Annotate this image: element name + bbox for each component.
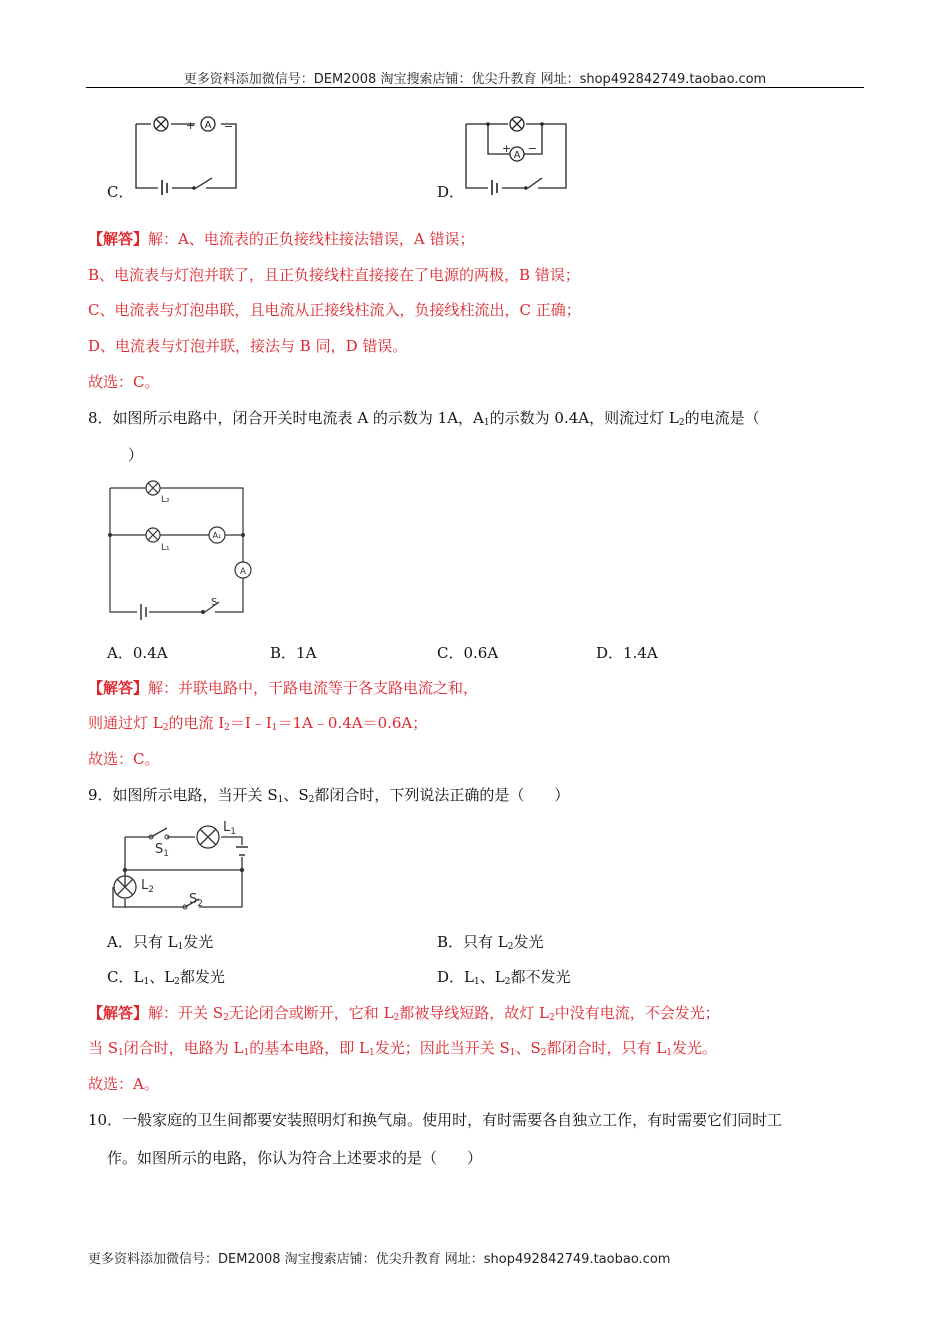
q8-option-d: D．1.4A: [596, 644, 658, 662]
svg-text:S2: $S_2$: [189, 892, 203, 909]
q9-answer-line-2: 当 $S_1$闭合时，电路为 $L_1$的基本电路，即 $L_1$发光；因此当开关 $S_1$、$S_2$都闭合时，只有 $L_1$发光。: [88, 1039, 717, 1058]
q9-circuit: [105, 815, 255, 915]
q8-fig-label-l1: L₁: [161, 543, 170, 553]
svg-text:A: A: [204, 120, 212, 131]
q8-option-a: A．0.4A: [107, 644, 168, 662]
q8-answer-line-2: 则通过灯 $L_2$的电流 $I_2=I﹣I_1=1A﹣0.4A=0.6A$；: [88, 714, 428, 733]
page-footer: 更多资料添加微信号：DEM2008 淘宝搜索店铺：优尖升教育 网址：shop492842749.taobao.com: [88, 1252, 671, 1267]
q8-stem-line-1: 8．如图所示电路中，闭合开关时电流表 A 的示数为 1A，$A_1$的示数为 0.4A，则流过灯 $L_2$的电流是（: [88, 409, 760, 428]
svg-text:A: A: [513, 150, 521, 161]
q8-fig-label-s: S: [211, 597, 218, 608]
svg-text:S1: $S_1$: [155, 842, 169, 859]
q8-fig-label-a1: A₁: [212, 531, 222, 540]
q8-stem-line-2: ）: [128, 446, 144, 464]
header-rule: [86, 87, 864, 88]
q8-option-b: B．1A: [270, 644, 317, 662]
q7-circuit-d: [460, 110, 575, 195]
q8-circuit: [103, 474, 263, 620]
q9-option-d: D．$L_1$、$L_2$都不发光: [437, 968, 571, 987]
q7-answer-line-5: 故选：C。: [88, 373, 160, 391]
svg-text:−: −: [528, 142, 538, 155]
q9-answer-line-3: 故选：A。: [88, 1075, 159, 1093]
q9-stem: 9．如图所示电路，当开关 $S_1$、$S_2$都闭合时，下列说法正确的是（ ）: [88, 786, 570, 805]
q9-answer-tag: 【解答】: [88, 1004, 149, 1022]
svg-text:L1: $L_1$: [223, 820, 236, 837]
q8-answer-tag: 【解答】: [88, 679, 149, 697]
q7-option-d-label: D．: [437, 183, 465, 201]
svg-text:+: +: [186, 119, 196, 132]
svg-text:+: +: [502, 142, 512, 155]
q7-answer-line-2: B、电流表与灯泡并联了，且正负接线柱直接接在了电源的两极，B 错误；: [88, 266, 580, 284]
q7-option-c-label: C．: [107, 183, 134, 201]
q9-option-c: C．$L_1$、$L_2$都发光: [107, 968, 225, 987]
page-header: 更多资料添加微信号：DEM2008 淘宝搜索店铺：优尖升教育 网址：shop492842749.taobao.com: [183, 72, 767, 87]
q9-option-b: B．只有 $L_2$发光: [437, 933, 544, 952]
q8-fig-label-a: A: [239, 567, 247, 577]
q8-option-c: C．0.6A: [437, 644, 499, 662]
q7-answer-line-3: C、电流表与灯泡串联，且电流从正接线柱流入，负接线柱流出，C 正确；: [88, 301, 581, 319]
q8-answer-line-1: 【解答】解：并联电路中，干路电流等于各支路电流之和，: [88, 679, 479, 697]
q10-stem-line-2: 作。如图所示的电路，你认为符合上述要求的是（ ）: [107, 1149, 483, 1167]
svg-text:−: −: [224, 120, 234, 133]
svg-text:L2: $L_2$: [141, 878, 154, 895]
q9-answer-line-1: 【解答】解：开关 $S_2$无论闭合或断开，它和 $L_2$都被导线短路，故灯 $L_2$中没有电流，不会发光；: [88, 1004, 720, 1023]
q8-fig-label-l2: L₂: [161, 495, 170, 505]
q10-stem-line-1: 10．一般家庭的卫生间都要安装照明灯和换气扇。使用时，有时需要各自独立工作，有时需要它们同时工: [88, 1111, 783, 1129]
q7-answer-line-1: 【解答】解：A、电流表的正负接线柱接法错误，A 错误；: [88, 230, 475, 248]
q7-answer-tag: 【解答】: [88, 230, 149, 248]
q7-answer-line-4: D、电流表与灯泡并联，接法与 B 同，D 错误。: [88, 337, 408, 355]
q9-option-a: A．只有 $L_1$发光: [107, 933, 214, 952]
q8-answer-line-3: 故选：C。: [88, 750, 160, 768]
q7-circuit-c: [128, 110, 243, 195]
